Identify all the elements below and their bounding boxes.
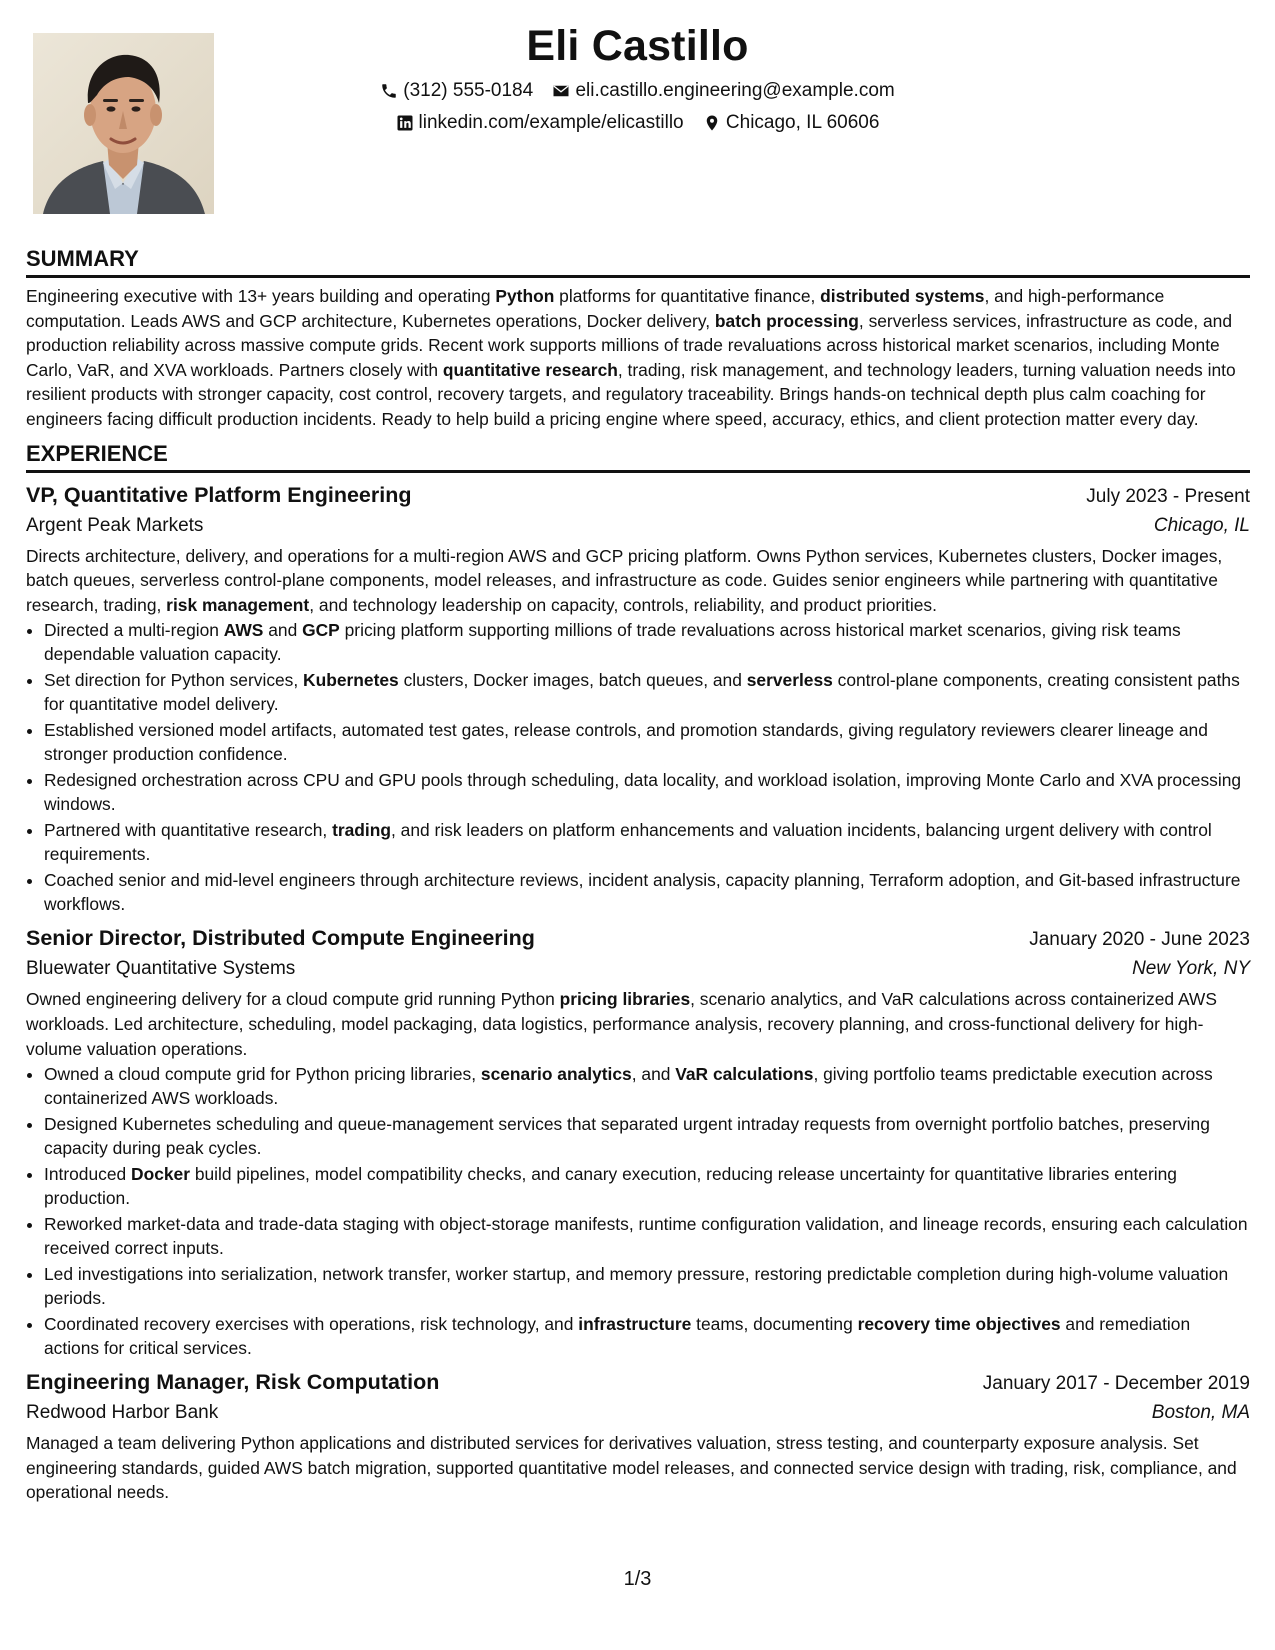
bullet-item: [44, 618, 1250, 666]
candidate-name: Eli Castillo: [526, 22, 749, 70]
text-run: and: [263, 620, 303, 641]
bullet-item: [44, 668, 1250, 716]
linkedin-contact: [396, 112, 684, 134]
text-run: , trading, risk management, and technology leaders, turning valuation needs into resilient products with stronger capacity, cost control, recovery targets, and regulatory traceability. Brings hands-on technical depth plus calm coaching for engineers facing difficult production incidents. Ready to help build a pricing engine where speed, accuracy, ethics, and client protection matter every day.: [26, 359, 1236, 429]
bold-keyword: batch processing: [714, 310, 859, 331]
contact-line-2: [0, 112, 1275, 138]
contact-line-1: [0, 80, 1275, 106]
job-location: Boston, MA: [1151, 1402, 1250, 1424]
text-run: Owned a cloud compute grid for Python pricing libraries,: [44, 1064, 481, 1085]
summary-text: [26, 284, 1250, 432]
text-run: , serverless services, infrastructure as code, and production reliability across massive compute grids. Recent work supports millions of trade revaluations across historical market scenarios, including Monte Carlo, VaR, and XVA workloads. Partners closely with: [26, 310, 1232, 380]
text-run: Partnered with quantitative research,: [44, 820, 333, 841]
text-run: , and high-performance computation. Leads AWS and GCP architecture, Kubernetes operations, Docker delivery,: [26, 286, 1165, 331]
bullet-item: [44, 868, 1250, 916]
text-run: Owned engineering delivery for a cloud compute grid running Python: [26, 989, 560, 1010]
text-run: control-plane components, creating consistent paths for quantitative model delivery.: [44, 670, 1240, 715]
bold-keyword: scenario analytics: [480, 1064, 632, 1085]
job-bullets: [26, 1062, 1250, 1360]
text-run: Established versioned model artifacts, automated test gates, release controls, and promotion standards, giving regulatory reviewers clearer lineage and stronger production confidence.: [44, 720, 1208, 765]
bold-keyword: quantitative research: [442, 359, 618, 380]
job-title: Engineering Manager, Risk Computation: [26, 1370, 440, 1395]
bold-keyword: infrastructure: [578, 1314, 692, 1335]
job-company: Argent Peak Markets: [26, 514, 204, 536]
email-text: eli.castillo.engineering@example.com: [575, 80, 895, 101]
job-subheader: [26, 1400, 1250, 1426]
bullet-item: [44, 1162, 1250, 1210]
job-location: Chicago, IL: [1153, 514, 1250, 536]
text-run: , and: [631, 1064, 676, 1085]
bold-keyword: risk management: [166, 594, 310, 615]
job-dates: July 2023 - Present: [1086, 485, 1250, 507]
phone-icon: [380, 82, 398, 100]
phone-text: (312) 555-0184: [403, 80, 534, 101]
text-run: and remediation actions for critical services.: [44, 1314, 1191, 1359]
bullet-item: [44, 1312, 1250, 1360]
job-dates: January 2017 - December 2019: [982, 1373, 1250, 1395]
section-title-summary: SUMMARY: [26, 246, 1250, 278]
text-run: , scenario analytics, and VaR calculations across containerized AWS workloads. Led architecture, scheduling, model packaging, data logistics, performance analysis, recovery planning, and cross-functional delivery for high-volume valuation operations.: [26, 989, 1217, 1059]
text-run: Set direction for Python services,: [44, 670, 304, 691]
job-header: [26, 924, 1250, 954]
location-contact: [703, 112, 880, 134]
bullet-item: [44, 768, 1250, 816]
job-entry: [26, 1368, 1250, 1505]
job-header: [26, 1368, 1250, 1398]
bullet-item: [44, 1112, 1250, 1160]
job-entry: [26, 924, 1250, 1360]
text-run: Introduced: [44, 1164, 132, 1185]
text-run: Reworked market-data and trade-data staging with object-storage manifests, runtime configuration validation, and lineage records, ensuring each calculation received correct inputs.: [44, 1214, 1248, 1259]
bold-keyword: Docker: [131, 1164, 190, 1185]
linkedin-text: linkedin.com/example/elicastillo: [418, 112, 684, 133]
text-run: Managed a team delivering Python applications and distributed services for derivatives valuation, stress testing, and counterparty exposure analysis. Set engineering standards, guided AWS batch migration, supported quantitative model releases, and connected service design with trading, risk, compliance, and operational needs.: [26, 1433, 1237, 1503]
text-run: pricing platform supporting millions of trade revaluations across historical market scenarios, giving risk teams dependable valuation capacity.: [44, 620, 1181, 665]
bold-keyword: pricing libraries: [559, 989, 691, 1010]
text-run: Coached senior and mid-level engineers through architecture reviews, incident analysis, capacity planning, Terraform adoption, and Git-based infrastructure workflows.: [44, 870, 1241, 915]
bold-keyword: Kubernetes: [303, 670, 399, 691]
text-run: teams, documenting: [691, 1314, 858, 1335]
text-run: Coordinated recovery exercises with operations, risk technology, and: [44, 1314, 579, 1335]
job-entry: [26, 481, 1250, 917]
bullet-item: [44, 718, 1250, 766]
text-run: , and risk leaders on platform enhancements and valuation incidents, balancing urgent delivery with control requirements.: [44, 820, 1212, 865]
linkedin-icon: [396, 114, 414, 132]
text-run: Engineering executive with 13+ years building and operating: [26, 286, 496, 306]
envelope-icon: [552, 82, 570, 100]
bold-keyword: GCP: [302, 620, 340, 641]
text-run: Directed a multi-region: [44, 620, 224, 641]
text-run: , giving portfolio teams predictable execution across containerized AWS workloads.: [44, 1064, 1213, 1109]
email-contact: [552, 80, 894, 102]
job-dates: January 2020 - June 2023: [1029, 929, 1250, 951]
bold-keyword: VaR calculations: [675, 1064, 814, 1085]
jobs-list: [26, 481, 1250, 1505]
text-run: Led investigations into serialization, network transfer, worker startup, and memory pressure, restoring predictable completion during high-volume valuation periods.: [44, 1264, 1229, 1309]
bold-keyword: trading: [332, 820, 392, 841]
text-run: Redesigned orchestration across CPU and GPU pools through scheduling, data locality, and workload isolation, improving Monte Carlo and XVA processing windows.: [44, 770, 1242, 815]
job-header: [26, 481, 1250, 511]
job-title: VP, Quantitative Platform Engineering: [26, 482, 412, 507]
job-title: Senior Director, Distributed Compute Engineering: [26, 926, 535, 951]
job-subheader: [26, 513, 1250, 539]
section-title-experience: EXPERIENCE: [26, 441, 1250, 473]
phone-contact: [380, 80, 533, 102]
summary-section: [26, 246, 1250, 432]
bold-keyword: recovery time objectives: [857, 1314, 1061, 1335]
resume-content: [26, 246, 1250, 1505]
text-run: Designed Kubernetes scheduling and queue-management services that separated urgent intraday requests from overnight portfolio batches, preserving capacity during peak cycles.: [44, 1114, 1210, 1159]
job-description: [26, 1431, 1250, 1505]
job-company: Redwood Harbor Bank: [26, 1402, 219, 1424]
bullet-item: [44, 1262, 1250, 1310]
text-run: Directs architecture, delivery, and operations for a multi-region AWS and GCP pricing platform. Owns Python services, Kubernetes clusters, Docker images, batch queues, serverless control-plane components, model releases, and infrastructure as code. Guides senior engineers while partnering with quantitative research, trading,: [26, 545, 1223, 615]
bullet-item: [44, 1212, 1250, 1260]
job-subheader: [26, 956, 1250, 982]
bullet-item: [44, 1062, 1250, 1110]
job-company: Bluewater Quantitative Systems: [26, 958, 296, 980]
bold-keyword: serverless: [746, 670, 833, 691]
text-run: , and technology leadership on capacity, controls, reliability, and product priorities.: [309, 594, 937, 615]
text-run: build pipelines, model compatibility checks, and canary execution, reducing release uncertainty for quantitative libraries entering production.: [44, 1164, 1177, 1209]
page-number: 1/3: [623, 1568, 652, 1590]
job-description: [26, 544, 1250, 618]
map-pin-icon: [703, 114, 721, 132]
bold-keyword: Python: [495, 286, 555, 306]
job-description: [26, 987, 1250, 1061]
job-bullets: [26, 618, 1250, 916]
experience-section: [26, 441, 1250, 1505]
job-location: New York, NY: [1132, 958, 1250, 980]
location-text: Chicago, IL 60606: [725, 112, 880, 133]
bold-keyword: distributed systems: [820, 286, 985, 306]
text-run: clusters, Docker images, batch queues, and: [398, 670, 747, 691]
text-run: platforms for quantitative finance,: [554, 286, 821, 306]
bullet-item: [44, 818, 1250, 866]
bold-keyword: AWS: [223, 620, 264, 641]
